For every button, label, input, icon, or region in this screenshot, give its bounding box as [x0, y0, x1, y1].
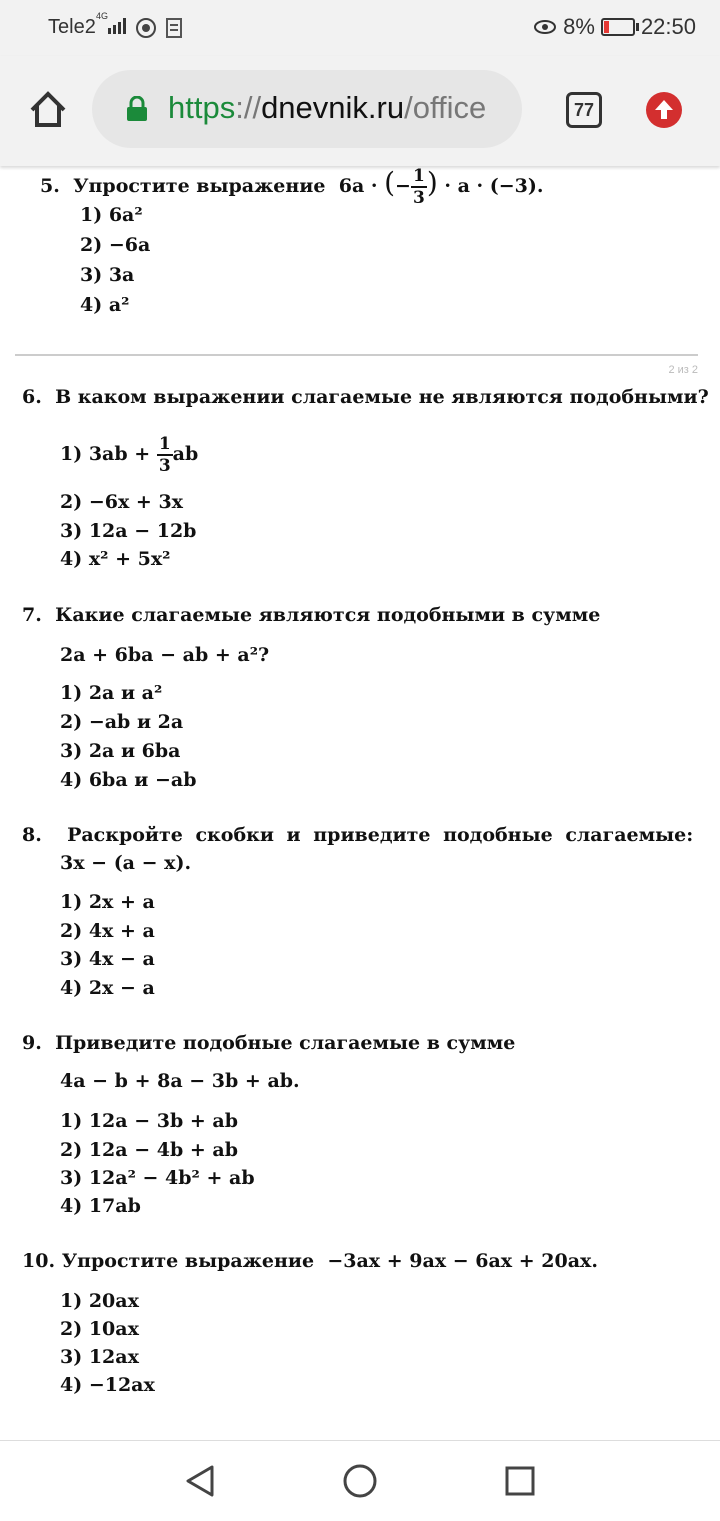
tab-switcher-button[interactable]: 77 [566, 92, 602, 128]
question-5: 5. Упростите выражение 6a · (− $\frac{1}{3}$ ) · a · (−3). [40, 166, 544, 208]
q10-option-3: 3) 12ax [60, 1346, 139, 1368]
upload-arrow-icon [646, 92, 682, 128]
question-9: 9. Приведите подобные слагаемые в сумме [22, 1032, 516, 1054]
update-button[interactable] [646, 92, 682, 128]
browser-toolbar [0, 56, 720, 166]
q5-option-1: 1) 6a² [80, 204, 143, 226]
recents-square-icon[interactable] [502, 1463, 538, 1499]
q10-option-4: 4) −12ax [60, 1374, 155, 1396]
q7-option-4: 4) 6ba и −ab [60, 769, 197, 791]
back-triangle-icon[interactable] [182, 1463, 218, 1499]
q8-option-4: 4) 2x − a [60, 977, 155, 999]
q5-option-2: 2) −6a [80, 234, 151, 256]
page-divider [15, 354, 698, 356]
document-view[interactable] [0, 166, 720, 1440]
q6-option-1: 1) 3ab + $\frac{1}{3}$ ab [60, 434, 199, 476]
q6-option-3: 3) 12a − 12b [60, 520, 197, 542]
lock-icon [126, 96, 148, 122]
carrier-label: Tele2 [48, 16, 96, 38]
q9-expression: 4a − b + 8a − 3b + ab. [60, 1070, 300, 1092]
signal-icon [108, 18, 126, 34]
q6-option-2: 2) −6x + 3x [60, 491, 183, 513]
battery-percent: 8% [563, 14, 595, 39]
q10-option-2: 2) 10ax [60, 1318, 139, 1340]
clock: 22:50 [640, 14, 696, 39]
status-bar [0, 0, 720, 56]
question-10: 10. Упростите выражение −3ax + 9ax − 6ax + 20ax. [22, 1250, 598, 1272]
q5-option-3: 3) 3a [80, 264, 135, 286]
q9-option-1: 1) 12a − 3b + ab [60, 1110, 238, 1132]
q7-option-1: 1) 2a и a² [60, 682, 163, 704]
network-type: 4G [96, 11, 109, 21]
q9-option-4: 4) 17ab [60, 1195, 141, 1217]
home-icon[interactable] [28, 90, 68, 128]
q6-option-4: 4) x² + 5x² [60, 548, 171, 570]
page-counter: 2 из 2 [668, 364, 698, 376]
address-bar[interactable] [92, 70, 522, 148]
question-8: 8. Раскройте скобки и приведите подобные слагаемые: [22, 824, 694, 846]
q7-option-2: 2) −ab и 2a [60, 711, 184, 733]
question-7: 7. Какие слагаемые являются подобными в сумме [22, 604, 601, 626]
q7-option-3: 3) 2a и 6ba [60, 740, 181, 762]
q9-option-2: 2) 12a − 4b + ab [60, 1139, 238, 1161]
q10-option-1: 1) 20ax [60, 1290, 139, 1312]
q8-expression: 3x − (a − x). [60, 852, 192, 874]
battery-icon [601, 18, 635, 36]
q9-option-3: 3) 12a² − 4b² + ab [60, 1167, 255, 1189]
url-text[interactable]: https://dnevnik.ru/office [168, 90, 487, 125]
q8-option-1: 1) 2x + a [60, 891, 155, 913]
q7-expression: 2a + 6ba − ab + a²? [60, 644, 270, 666]
question-6: 6. В каком выражении слагаемые не являются подобными? [22, 386, 709, 408]
home-circle-icon[interactable] [342, 1463, 378, 1499]
system-nav-bar [0, 1440, 720, 1521]
q8-option-3: 3) 4x − a [60, 948, 155, 970]
q5-option-4: 4) a² [80, 294, 130, 316]
chrome-icon [136, 18, 156, 38]
eye-icon [533, 18, 557, 36]
status-right [533, 14, 696, 40]
q8-option-2: 2) 4x + a [60, 920, 155, 942]
document-icon [166, 18, 182, 38]
